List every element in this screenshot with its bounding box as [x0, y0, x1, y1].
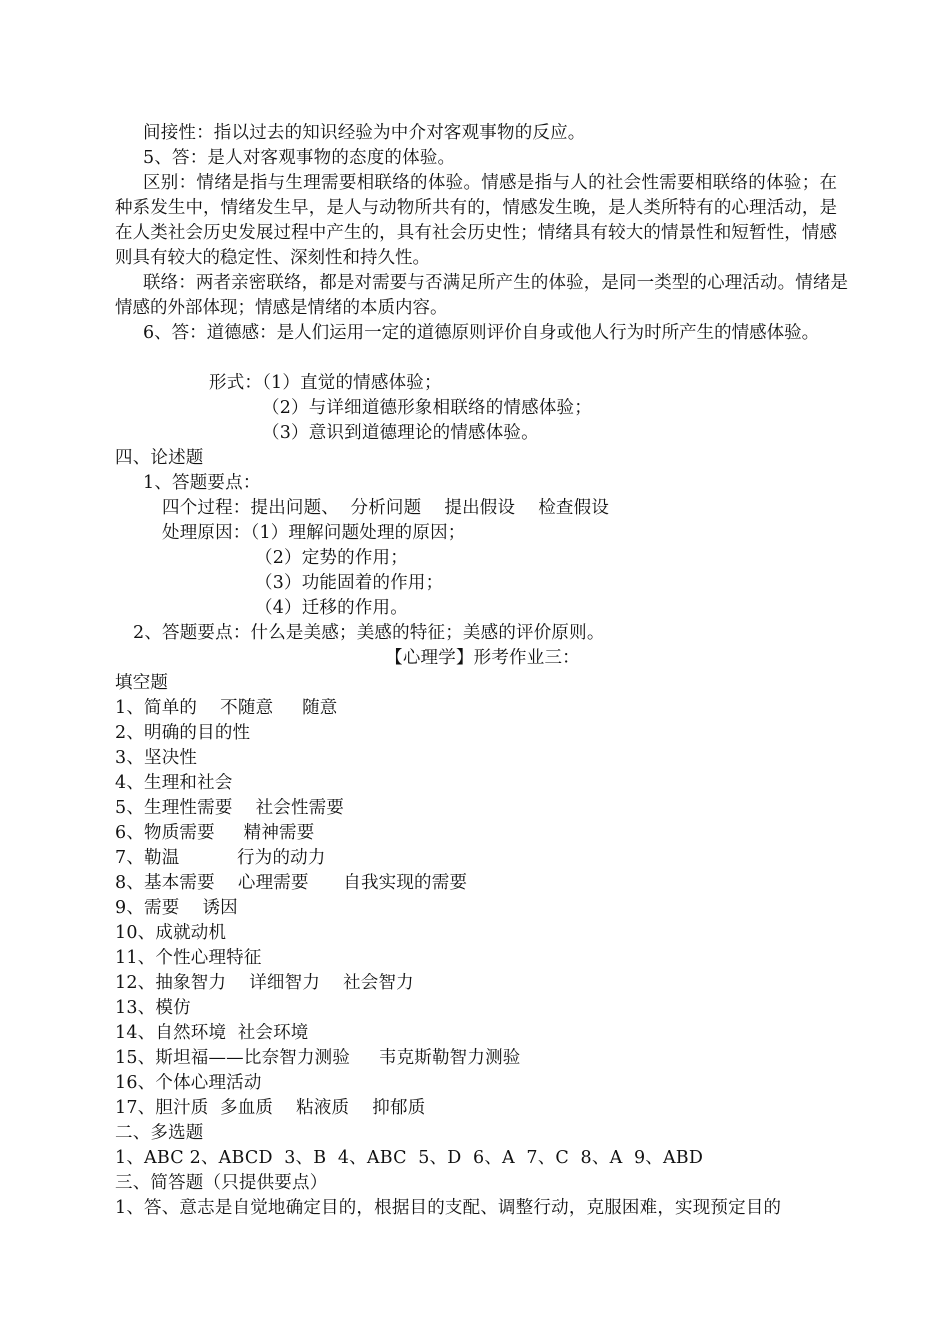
- answer-line: 17、胆汁质 多血质 粘液质 抑郁质: [115, 1098, 426, 1118]
- answer-line: 6、物质需要 精神需要: [115, 823, 315, 843]
- answer-line: 1、答、意志是自觉地确定目的，根据目的支配、调整行动，克服困难，实现预定目的: [115, 1198, 782, 1218]
- answer-line: 13、模仿: [115, 998, 191, 1018]
- text-line: 1、答题要点：: [143, 473, 261, 493]
- paragraph: 6、答：道德感：是人们运用一定的道德原则评价自身或他人行为时所产生的情感体验。: [143, 323, 820, 343]
- answer-line: 10、成就动机: [115, 923, 227, 943]
- text-line: 间接性：指以过去的知识经验为中介对客观事物的反应。: [143, 123, 586, 143]
- text-line: （2）定势的作用；: [255, 548, 408, 568]
- paragraph: 区别：情绪是指与生理需要相联络的体验。情感是指与人的社会性需要相联络的体验；在种系发生中，情绪发生早，是人与动物所共有的，情感发生晚，是人类所特有的心理活动，是在人类社会历史发展过程中产生的，具有社会历史性；情绪具有较大的情景性和短暂性，情感则具有较大的稳定性、深刻性和持久性。: [115, 173, 837, 268]
- answer-line: 2、明确的目的性: [115, 723, 251, 743]
- document-title: 【心理学】形考作业三：: [385, 648, 580, 668]
- section-heading: 填空题: [115, 673, 169, 693]
- text-line: 形式：（1）直觉的情感体验；: [209, 373, 442, 393]
- section-heading: 二、多选题: [115, 1123, 204, 1143]
- text-line: （3）意识到道德理论的情感体验。: [262, 423, 539, 443]
- answer-line: 5、生理性需要 社会性需要: [115, 798, 345, 818]
- answer-line: 7、勒温 行为的动力: [115, 848, 326, 868]
- text-line: （4）迁移的作用。: [255, 598, 408, 618]
- text-line: 四个过程：提出问题、 分析问题 提出假设 检查假设: [162, 498, 610, 518]
- answer-line: 12、抽象智力 详细智力 社会智力: [115, 973, 414, 993]
- answer-line: 1、ABC 2、ABCD 3、B 4、ABC 5、D 6、A 7、C 8、A 9、ABD: [115, 1148, 704, 1168]
- section-heading: 三、简答题（只提供要点）: [115, 1173, 328, 1193]
- answer-line: 11、个性心理特征: [115, 948, 262, 968]
- text-line: 5、答：是人对客观事物的态度的体验。: [143, 148, 456, 168]
- text-line: （3）功能固着的作用；: [255, 573, 444, 593]
- section-heading: 四、论述题: [115, 448, 204, 468]
- answer-line: 15、斯坦福——比奈智力测验 韦克斯勒智力测验: [115, 1048, 521, 1068]
- answer-line: 16、个体心理活动: [115, 1073, 262, 1093]
- text-line: 处理原因：（1）理解问题处理的原因；: [162, 523, 466, 543]
- answer-line: 4、生理和社会: [115, 773, 233, 793]
- answer-line: 9、需要 诱因: [115, 898, 238, 918]
- text-line: （2）与详细道德形象相联络的情感体验；: [262, 398, 592, 418]
- answer-line: 8、基本需要 心理需要 自我实现的需要: [115, 873, 468, 893]
- answer-line: 3、坚决性: [115, 748, 198, 768]
- answer-line: 1、简单的 不随意 随意: [115, 698, 338, 718]
- paragraph: 联络：两者亲密联络，都是对需要与否满足所产生的体验，是同一类型的心理活动。情绪是情感的外部体现；情感是情绪的本质内容。: [115, 273, 848, 318]
- text-line: 2、答题要点：什么是美感；美感的特征；美感的评价原则。: [133, 623, 605, 643]
- answer-line: 14、自然环境 社会环境: [115, 1023, 309, 1043]
